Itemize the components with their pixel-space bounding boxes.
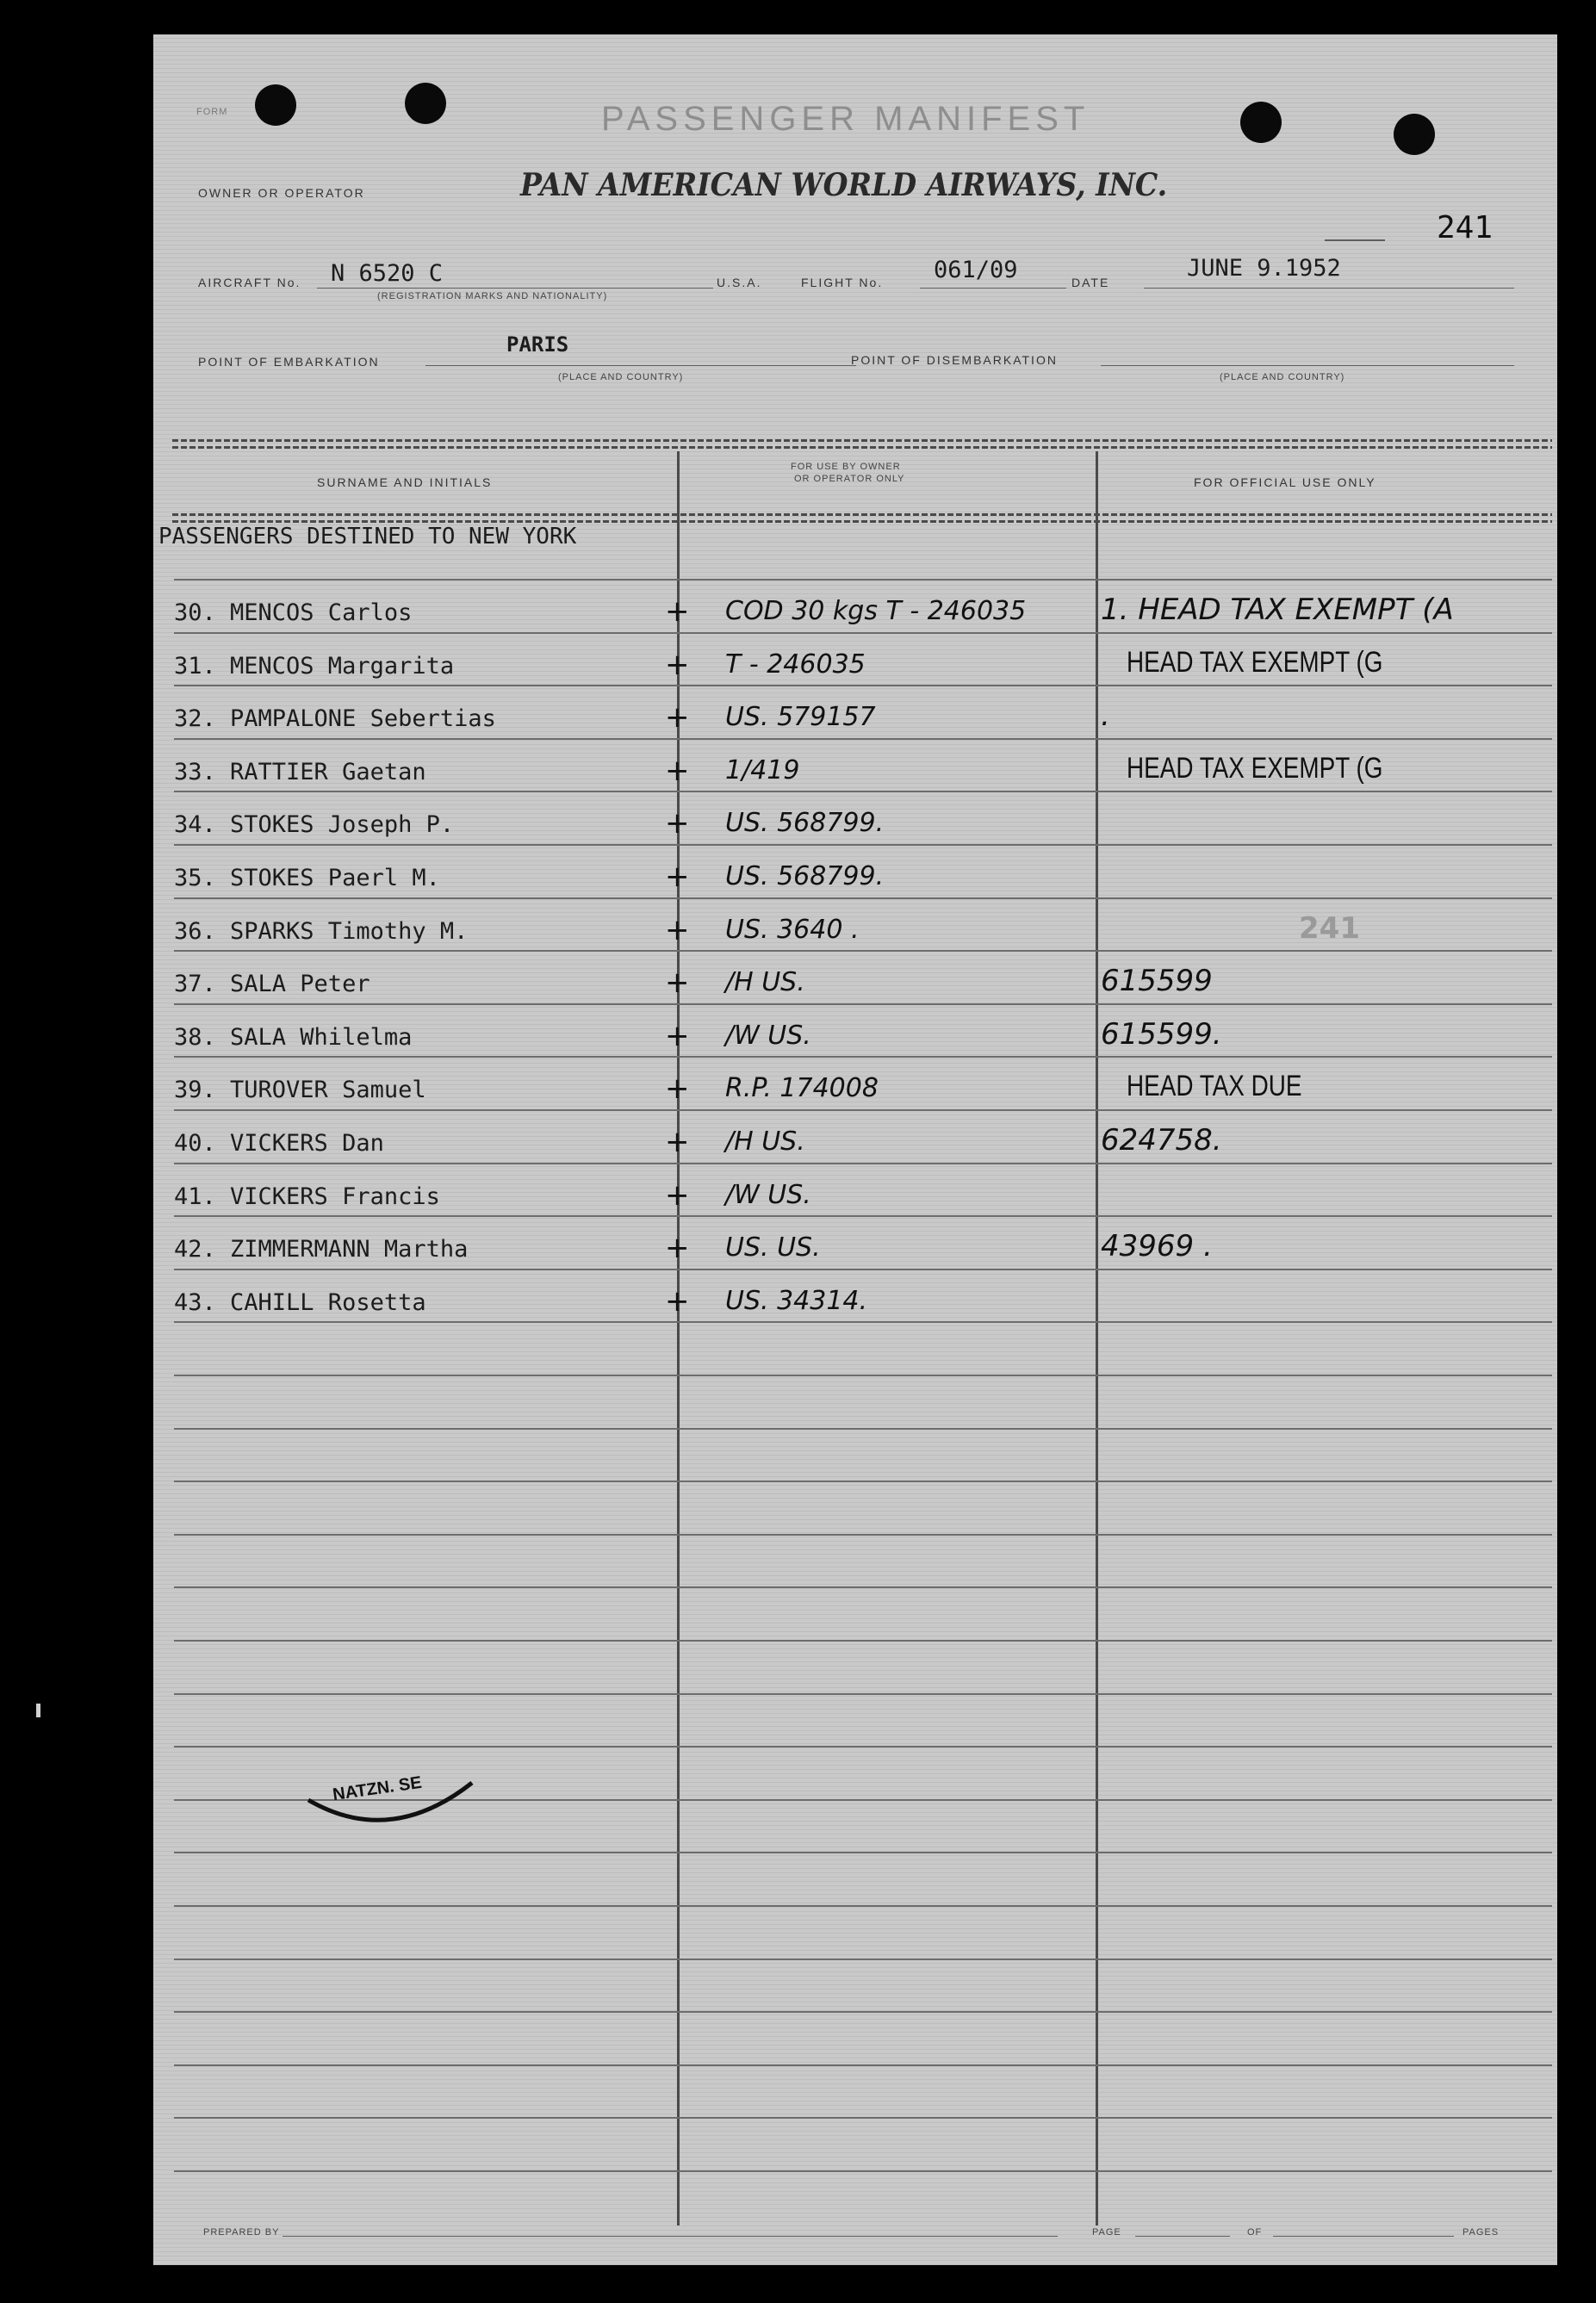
passenger-check-mark: + — [665, 648, 690, 682]
ruled-line — [174, 1480, 1552, 1482]
usa-label: U.S.A. — [717, 276, 762, 289]
ruled-line — [174, 1428, 1552, 1430]
embarkation-value: PARIS — [506, 332, 569, 357]
passenger-official-note: HEAD TAX DUE — [1127, 1070, 1302, 1102]
disembarkation-sublabel: (PLACE AND COUNTRY) — [1220, 372, 1345, 382]
embarkation-sublabel: (PLACE AND COUNTRY) — [558, 372, 684, 382]
passenger-name: 39. TUROVER Samuel — [174, 1077, 426, 1103]
passenger-check-mark: + — [665, 806, 690, 841]
passenger-name: 37. SALA Peter — [174, 971, 370, 997]
passenger-official-note: 624758. — [1101, 1123, 1222, 1158]
passenger-owner-note: R.P. 174008 — [725, 1073, 879, 1103]
passenger-name: 32. PAMPALONE Sebertias — [174, 705, 496, 732]
flight-value: 061/09 — [934, 257, 1018, 283]
ruled-line — [174, 1003, 1552, 1005]
ruled-line — [174, 1321, 1552, 1323]
date-label: DATE — [1071, 276, 1110, 289]
passenger-official-note: HEAD TAX EXEMPT (G — [1127, 646, 1383, 679]
passenger-check-mark: + — [665, 594, 690, 629]
form-number: FORM — [196, 107, 228, 117]
page-number-dash — [1325, 239, 1385, 241]
ruled-line — [174, 1905, 1552, 1907]
ruled-line — [174, 1269, 1552, 1270]
passenger-official-note: 615599. — [1101, 1017, 1222, 1052]
section-heading: PASSENGERS DESTINED TO NEW YORK — [158, 524, 577, 549]
passenger-name: 30. MENCOS Carlos — [174, 599, 413, 626]
flight-label: FLIGHT No. — [801, 276, 884, 289]
passenger-name: 42. ZIMMERMANN Martha — [174, 1236, 469, 1263]
passenger-check-mark: + — [665, 1125, 690, 1159]
column-header-surname: SURNAME AND INITIALS — [317, 475, 493, 489]
passenger-official-note: 615599 — [1101, 964, 1213, 998]
ruled-line — [174, 1958, 1552, 1960]
ruled-line — [174, 2011, 1552, 2013]
ruled-line — [174, 738, 1552, 740]
passenger-name: 41. VICKERS Francis — [174, 1183, 440, 1210]
passenger-check-mark: + — [665, 860, 690, 894]
passenger-owner-note: /H US. — [725, 967, 805, 997]
passenger-check-mark: + — [665, 1019, 690, 1053]
page-number: 241 — [1437, 210, 1494, 245]
passenger-check-mark: + — [665, 1284, 690, 1319]
passenger-owner-note: /H US. — [725, 1127, 805, 1157]
passenger-official-note: 241 — [1299, 911, 1360, 946]
ruled-line — [174, 632, 1552, 634]
punch-hole — [1240, 102, 1282, 143]
passenger-owner-note: US. 3640 . — [725, 915, 860, 945]
date-value: JUNE 9.1952 — [1187, 255, 1341, 282]
manifest-sheet — [153, 34, 1557, 2265]
passenger-owner-note: COD 30 kgs T - 246035 — [725, 596, 1027, 626]
ruled-line — [174, 897, 1552, 899]
passenger-name: 31. MENCOS Margarita — [174, 653, 455, 680]
ruled-line — [174, 685, 1552, 686]
passenger-official-note: 43969 . — [1101, 1229, 1213, 1263]
passenger-owner-note: US. 579157 — [725, 702, 876, 732]
punch-hole — [1394, 114, 1435, 155]
column-header-official: FOR OFFICIAL USE ONLY — [1194, 475, 1376, 489]
passenger-name: 40. VICKERS Dan — [174, 1130, 384, 1157]
passenger-name: 36. SPARKS Timothy M. — [174, 918, 469, 945]
ruled-line — [174, 579, 1552, 580]
ruled-line — [174, 2064, 1552, 2066]
passenger-owner-note: US. 34314. — [725, 1286, 868, 1316]
ruled-line — [174, 1109, 1552, 1111]
ruled-line — [174, 844, 1552, 846]
naturalization-stamp — [300, 1766, 481, 1843]
passenger-name: 38. SALA Whilelma — [174, 1024, 413, 1051]
passenger-check-mark: + — [665, 754, 690, 788]
ruled-line — [174, 1586, 1552, 1588]
disembarkation-label: POINT OF DISEMBARKATION — [851, 353, 1058, 367]
ruled-line — [174, 1852, 1552, 1853]
passenger-check-mark: + — [665, 1231, 690, 1265]
edge-mark — [36, 1704, 40, 1717]
punch-hole — [255, 84, 296, 126]
ruled-line — [174, 1215, 1552, 1217]
column-header-owner-use-2: OR OPERATOR ONLY — [794, 474, 905, 484]
ruled-line — [174, 1163, 1552, 1164]
owner-value: PAN AMERICAN WORLD AIRWAYS, INC. — [520, 167, 1168, 203]
passenger-name: 35. STOKES Paerl M. — [174, 865, 440, 891]
pages-label: PAGES — [1462, 2227, 1500, 2238]
passenger-official-note: HEAD TAX EXEMPT (G — [1127, 752, 1383, 785]
stamp-text: NATZN. SE — [331, 1772, 424, 1805]
owner-label: OWNER OR OPERATOR — [198, 186, 365, 200]
passenger-owner-note: T - 246035 — [725, 649, 866, 680]
ruled-line — [174, 1056, 1552, 1058]
passenger-name: 34. STOKES Joseph P. — [174, 811, 455, 838]
ruled-line — [174, 2117, 1552, 2119]
passenger-name: 33. RATTIER Gaetan — [174, 759, 426, 785]
column-header-owner-use: FOR USE BY OWNER — [791, 462, 901, 472]
page-label: PAGE — [1092, 2227, 1121, 2238]
passenger-owner-note: /W US. — [725, 1021, 811, 1051]
passenger-official-note: 1. HEAD TAX EXEMPT (A — [1101, 593, 1454, 627]
ruled-line — [174, 1534, 1552, 1536]
passenger-owner-note: US. US. — [725, 1232, 821, 1263]
aircraft-label: AIRCRAFT No. — [198, 276, 301, 289]
ruled-line — [174, 1693, 1552, 1695]
passenger-name: 43. CAHILL Rosetta — [174, 1289, 426, 1316]
passenger-check-mark: + — [665, 913, 690, 947]
passenger-owner-note: US. 568799. — [725, 861, 885, 891]
passenger-owner-note: /W US. — [725, 1180, 811, 1210]
passenger-check-mark: + — [665, 1071, 690, 1106]
passenger-check-mark: + — [665, 965, 690, 1000]
passenger-owner-note: US. 568799. — [725, 808, 885, 838]
ruled-line — [174, 950, 1552, 952]
prepared-by-label: PREPARED BY — [203, 2227, 280, 2238]
passenger-owner-note: 1/419 — [725, 755, 800, 785]
embarkation-label: POINT OF EMBARKATION — [198, 355, 380, 369]
ruled-line — [174, 1746, 1552, 1747]
passenger-check-mark: + — [665, 700, 690, 735]
ruled-line — [174, 791, 1552, 792]
aircraft-value: N 6520 C — [331, 260, 444, 287]
punch-hole — [405, 83, 446, 124]
aircraft-sublabel: (REGISTRATION MARKS AND NATIONALITY) — [377, 291, 608, 301]
manifest-title: PASSENGER MANIFEST — [601, 100, 1090, 138]
passenger-check-mark: + — [665, 1178, 690, 1213]
ruled-line — [174, 2170, 1552, 2172]
ruled-line — [174, 1375, 1552, 1376]
of-label: OF — [1247, 2227, 1263, 2238]
passenger-official-note: . — [1101, 698, 1110, 733]
ruled-line — [174, 1640, 1552, 1642]
